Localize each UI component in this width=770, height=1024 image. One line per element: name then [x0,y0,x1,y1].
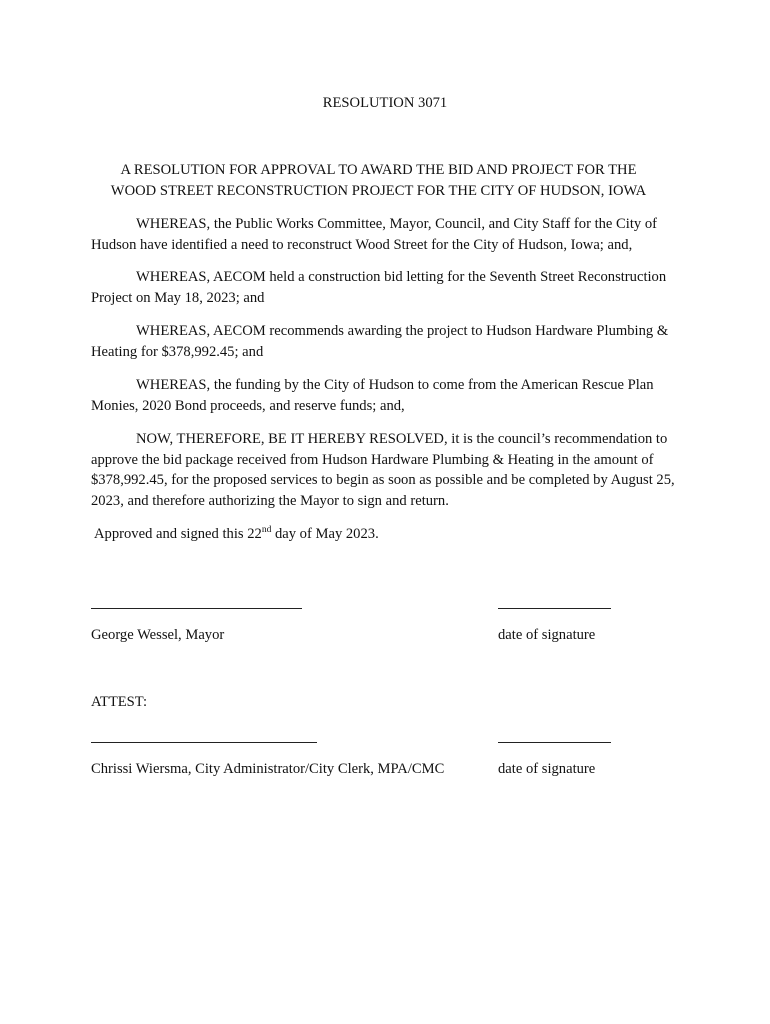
mayor-signature-line [91,608,302,609]
resolution-title: RESOLUTION 3071 [322,95,448,111]
approval-ordinal-suffix: nd [261,525,272,535]
subtitle-line-2: WOOD STREET RECONSTRUCTION PROJECT FOR THE CITY OF HUDSON, IOWA [110,183,647,199]
approval-prefix: Approved and signed this 22 [94,526,262,542]
subtitle-line-1: A RESOLUTION FOR APPROVAL TO AWARD THE BID AND PROJECT FOR THE [120,162,637,178]
approval-statement [94,524,379,544]
clerk-name: Chrissi Wiersma, City Administrator/City Clerk, MPA/CMC [91,761,445,777]
mayor-date-line [498,608,611,609]
clerk-signature-line [91,742,317,743]
approval-suffix: day of May 2023. [271,526,379,542]
clerk-date-label: date of signature [498,761,596,777]
whereas-paragraph-3: WHEREAS, AECOM recommends awarding the project to Hudson Hardware Plumbing & Heating for $378,992.45; and [91,323,669,360]
resolved-paragraph: NOW, THEREFORE, BE IT HEREBY RESOLVED, it is the council’s recommendation to approve the bid package received from Hudson Hardware Plumbing & Heating in the amount of $378,992.45, for the proposed services to begin as soon as possible and be completed by August 25, 2023, and therefore authorizing the Mayor to sign and return. [91,431,675,509]
clerk-date-line [498,742,611,743]
mayor-name: George Wessel, Mayor [91,627,225,643]
mayor-date-label: date of signature [498,627,596,643]
whereas-paragraph-1: WHEREAS, the Public Works Committee, Mayor, Council, and City Staff for the City of Hudson have identified a need to reconstruct Wood Street for the City of Hudson, Iowa; and, [91,216,657,253]
resolution-subtitle [80,160,677,202]
attest-label: ATTEST: [91,694,148,710]
whereas-paragraph-4: WHEREAS, the funding by the City of Hudson to come from the American Rescue Plan Monies, 2020 Bond proceeds, and reserve funds; and, [91,377,654,414]
whereas-paragraph-2: WHEREAS, AECOM held a construction bid letting for the Seventh Street Reconstruction Project on May 18, 2023; and [91,269,667,306]
